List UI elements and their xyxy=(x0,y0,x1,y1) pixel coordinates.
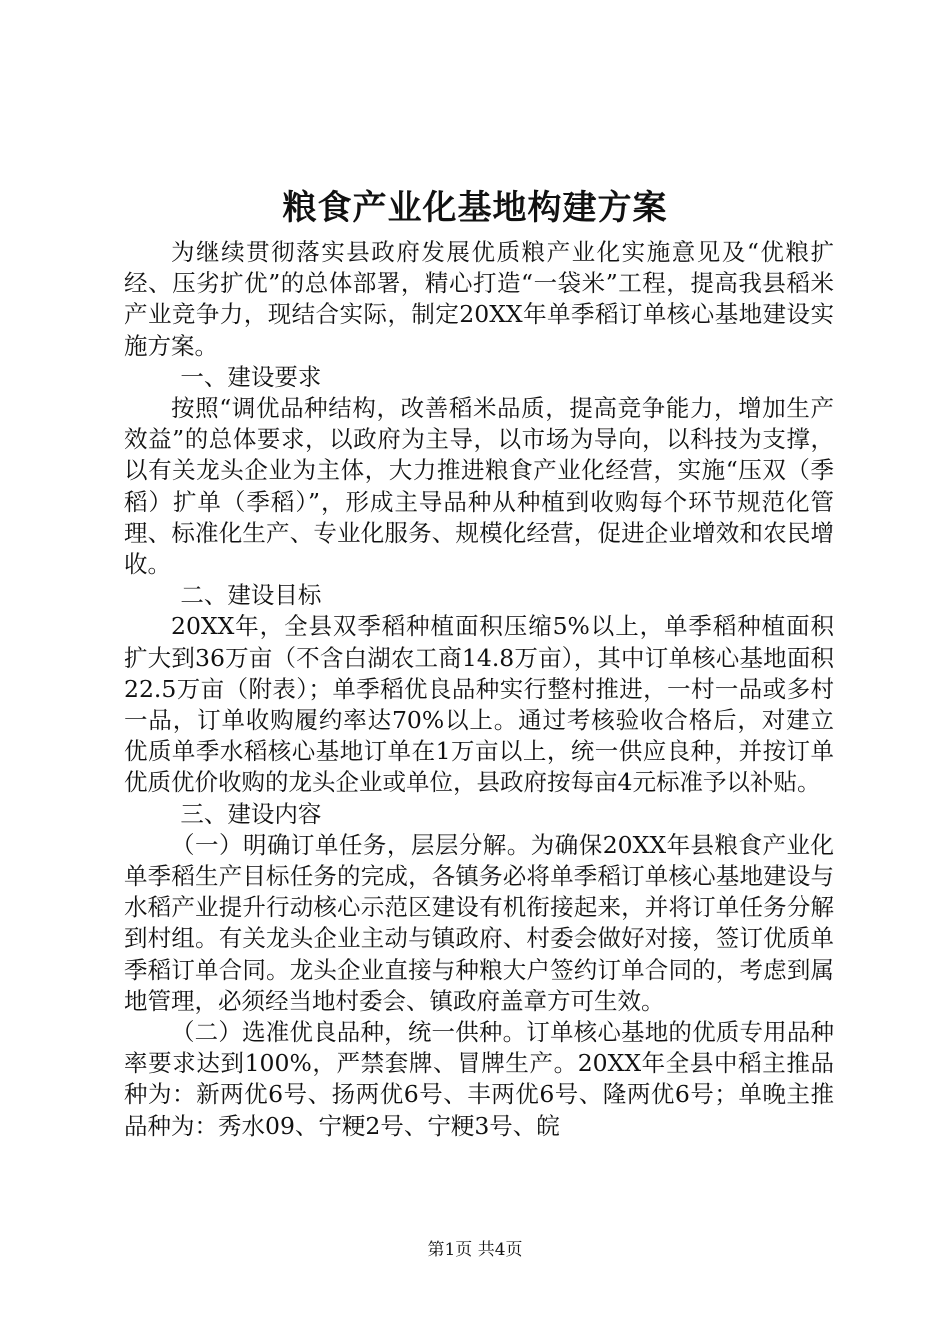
content-item-1-paragraph: （一）明确订单任务，层层分解。为确保20XX年县粮食产业化单季稻生产目标任务的完成，各镇务必将单季稻订单核心基地建设与水稻产业提升行动核心示范区建设有机衔接起来，并将订单任务分解到村组。有关龙头企业主动与镇政府、村委会做好对接，签订优质单季稻订单合同。龙头企业直接与种粮大户签约订单合同的，考虑到属地管理，必须经当地村委会、镇政府盖章方可生效。 xyxy=(124,830,834,1015)
content-item-2-paragraph: （二）选准优良品种，统一供种。订单核心基地的优质专用品种率要求达到100%，严禁套牌、冒牌生产。20XX年全县中稻主推品种为：新两优6号、扬两优6号、丰两优6号、隆两优6号；单晚主推品种为：秀水09、宁粳2号、宁粳3号、皖 xyxy=(124,1018,834,1140)
goals-paragraph: 20XX年，全县双季稻种植面积压缩5%以上，单季稻种植面积扩大到36万亩（不含白湖农工商14.8万亩），其中订单核心基地面积22.5万亩（附表）；单季稻优良品种实行整村推进，一村一品或多村一品，订单收购履约率达70%以上。通过考核验收合格后，对建立优质单季水稻核心基地订单在1万亩以上，统一供应良种，并按订单优质优价收购的龙头企业或单位，县政府按每亩4元标准予以补贴。 xyxy=(124,612,834,797)
document-title: 粮食产业化基地构建方案 xyxy=(282,188,668,228)
page-number-footer: 第1页 共4页 xyxy=(427,1240,523,1260)
intro-paragraph: 为继续贯彻落实县政府发展优质粮产业化实施意见及“优粮扩经、压劣扩优”的总体部署，精心打造“一袋米”工程，提高我县稻米产业竞争力，现结合实际，制定20XX年单季稻订单核心基地建设实施方案。 xyxy=(124,238,834,360)
section-heading-requirements: 一、建设要求 xyxy=(180,362,322,391)
document-body xyxy=(124,237,834,1142)
section-heading-goals: 二、建设目标 xyxy=(180,581,322,610)
requirements-paragraph: 按照“调优品种结构，改善稻米品质，提高竞争能力，增加生产效益”的总体要求，以政府为主导，以市场为导向，以科技为支撑，以有关龙头企业为主体，大力推进粮食产业化经营，实施“压双（季稻）扩单（季稻）”，形成主导品种从种植到收购每个环节规范化管理、标准化生产、专业化服务、规模化经营，促进企业增效和农民增收。 xyxy=(124,394,834,579)
section-heading-content: 三、建设内容 xyxy=(180,799,322,828)
